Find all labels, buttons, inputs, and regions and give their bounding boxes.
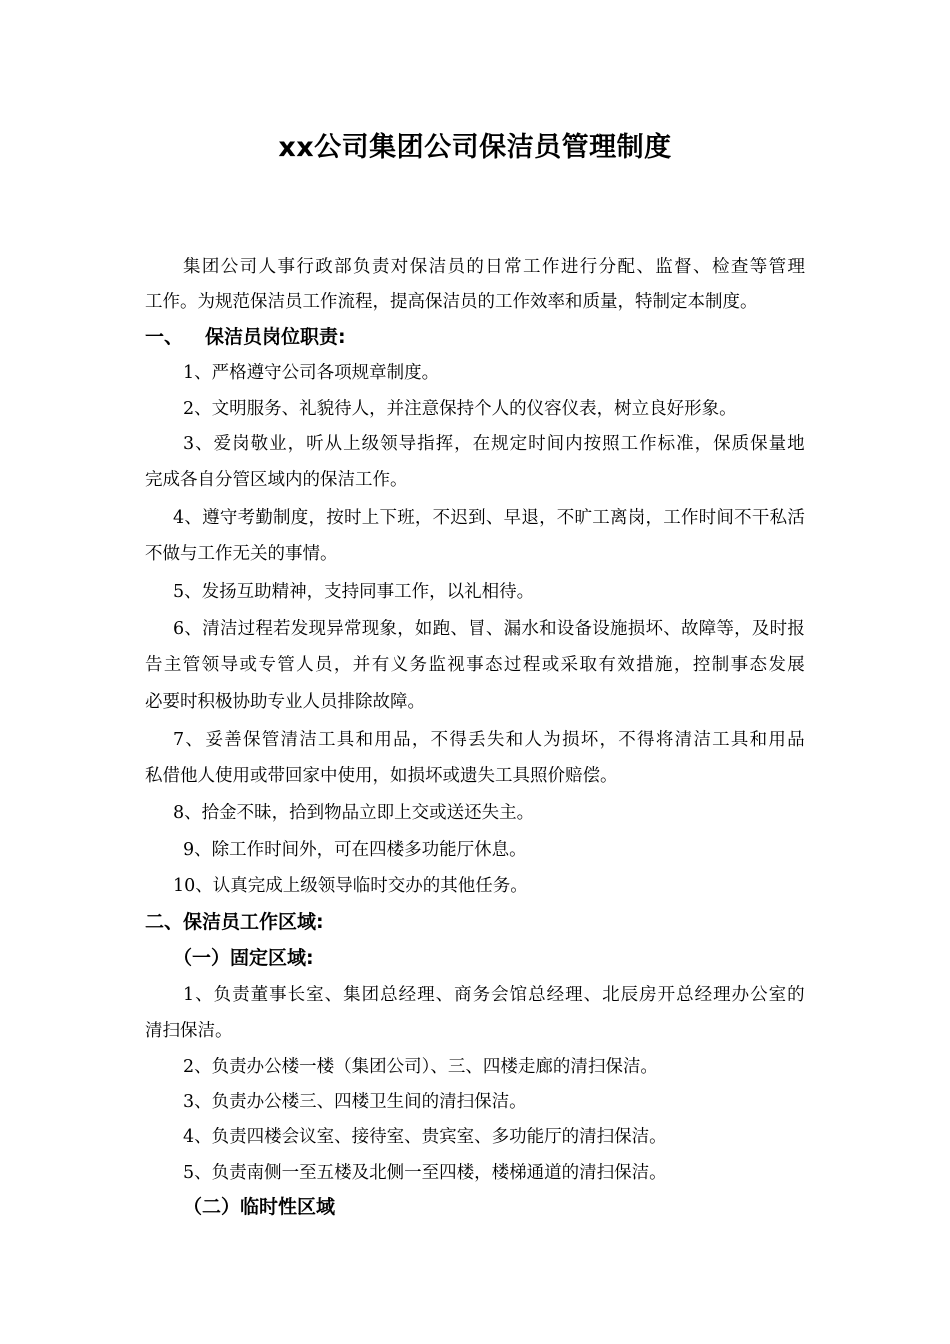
duty-item-3: 3 、 爱 岗 敬 业 ， 听 从 上 级 领 导 指 挥 ， 在 规 定 时 间 内 按 照 工 作 标 准 ， 保 质 保 量 地 <box>183 434 805 454</box>
duty-item-7: 7 、 妥 善 保 管 清 洁 工 具 和 用 品 ， 不 得 丢 失 和 人 为 损 坏 ， 不 得 将 清 洁 工 具 和 用 品 <box>173 730 805 750</box>
area-item-1-cont: 清扫保洁。 <box>145 1021 233 1041</box>
intro-line-2: 工作。为规范保洁员工作流程，提高保洁员的工作效率和质量，特制定本制度。 <box>145 292 758 312</box>
duty-item-2: 2、文明服务、礼貌待人，并注意保持个人的仪容仪表，树立良好形象。 <box>183 399 737 419</box>
duty-item-10: 10、认真完成上级领导临时交办的其他任务。 <box>173 876 528 896</box>
duty-item-5: 5、发扬互助精神，支持同事工作，以礼相待。 <box>173 582 535 602</box>
duty-item-7-cont: 私借他人使用或带回家中使用，如损坏或遗失工具照价赔偿。 <box>145 766 618 786</box>
area-item-4: 4、负责四楼会议室、接待室、贵宾室、多功能厅的清扫保洁。 <box>183 1127 667 1147</box>
duty-item-6-cont-2: 必要时积极协助专业人员排除故障。 <box>145 692 425 712</box>
duty-item-9: 9、除工作时间外，可在四楼多功能厅休息。 <box>183 840 527 860</box>
intro-line-1: 集 团 公 司 人 事 行 政 部 负 责 对 保 洁 员 的 日 常 工 作 进 行 分 配 、 监 督 、 检 查 等 管 理 <box>183 257 805 277</box>
subsection-heading-temporary: （二）临时性区域 <box>183 1196 336 1218</box>
subsection-heading-fixed: （一）固定区域: <box>173 947 314 969</box>
duty-item-3-cont: 完成各自分管区域内的保洁工作。 <box>145 470 408 490</box>
section-number: 一、 <box>145 326 184 348</box>
duty-item-4: 4 、 遵 守 考 勤 制 度 ， 按 时 上 下 班 ， 不 迟 到 、 早 退 ， 不 旷 工 离 岗 ， 工 作 时 间 不 干 私 活 <box>173 508 805 528</box>
duty-item-8: 8、拾金不昧，拾到物品立即上交或送还失主。 <box>173 803 535 823</box>
area-item-5: 5、负责南侧一至五楼及北侧一至四楼，楼梯通道的清扫保洁。 <box>183 1163 667 1183</box>
section-title: 保洁员岗位职责: <box>205 326 346 348</box>
duty-item-6-cont-1: 告 主 管 领 导 或 专 管 人 员 ， 并 有 义 务 监 视 事 态 过 程 或 采 取 有 效 措 施 ， 控 制 事 态 发 展 <box>145 655 805 675</box>
section-heading-areas: 二、保洁员工作区域: <box>145 911 324 933</box>
duty-item-4-cont: 不做与工作无关的事情。 <box>145 544 338 564</box>
document-title: xx公司集团公司保洁员管理制度 <box>278 132 672 163</box>
section-heading-duties <box>145 323 346 351</box>
area-item-1: 1 、 负 责 董 事 长 室 、 集 团 总 经 理 、 商 务 会 馆 总 经 理 、 北 辰 房 开 总 经 理 办 公 室 的 <box>183 985 805 1005</box>
duty-item-1: 1、严格遵守公司各项规章制度。 <box>183 363 440 383</box>
area-item-2: 2、负责办公楼一楼（集团公司）、三、四楼走廊的清扫保洁。 <box>183 1057 658 1077</box>
area-item-3: 3、负责办公楼三、四楼卫生间的清扫保洁。 <box>183 1092 527 1112</box>
duty-item-6: 6 、 清 洁 过 程 若 发 现 异 常 现 象 ， 如 跑 、 冒 、 漏 水 和 设 备 设 施 损 坏 、 故 障 等 ， 及 时 报 <box>173 619 805 639</box>
